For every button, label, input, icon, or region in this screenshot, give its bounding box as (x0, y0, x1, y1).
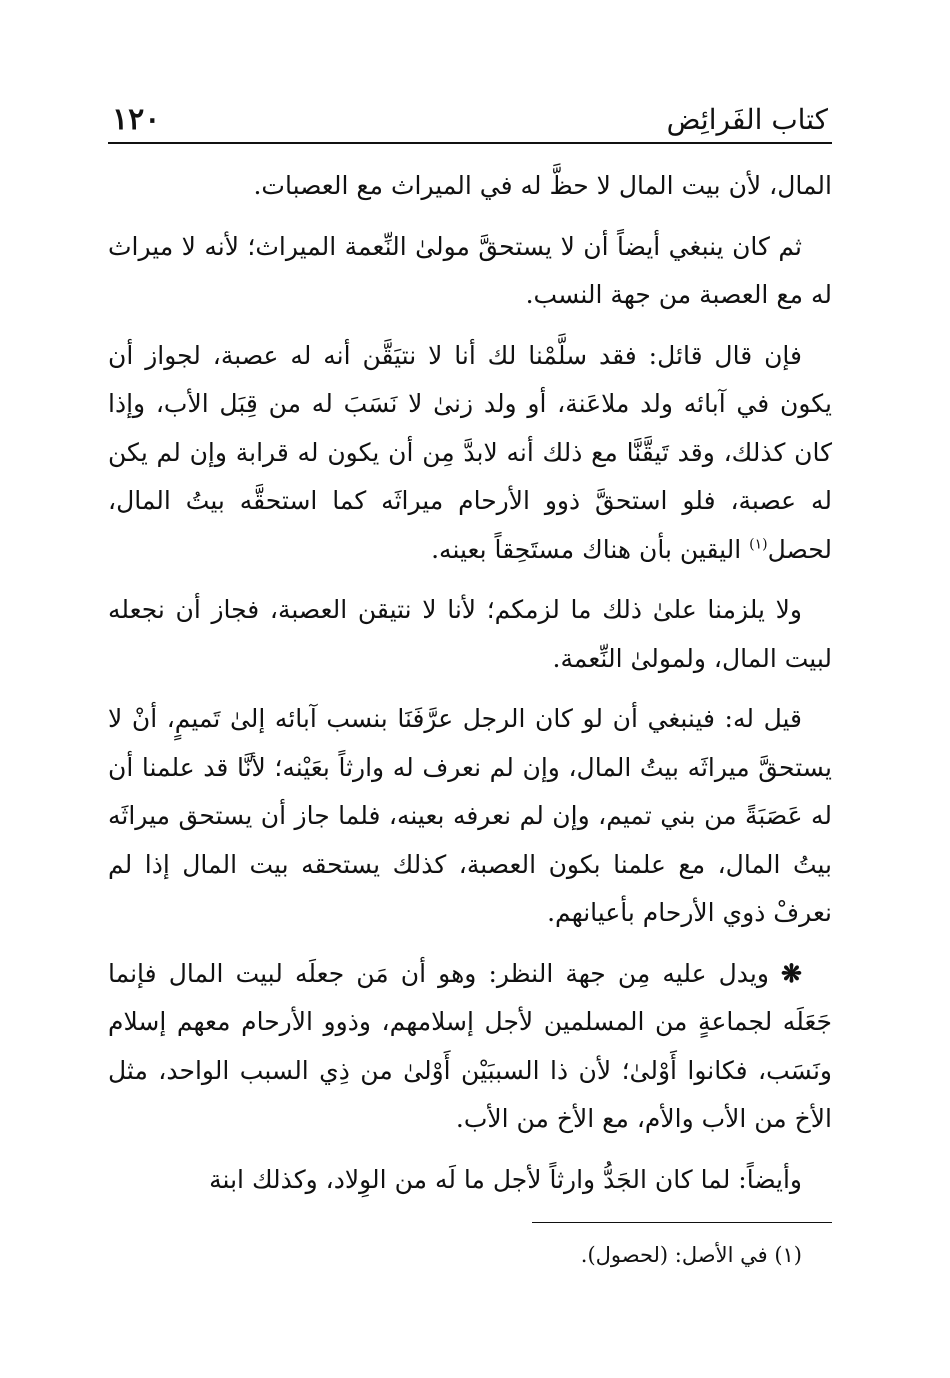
paragraph (108, 1156, 832, 1205)
header-rule (108, 142, 832, 144)
book-page (108, 92, 832, 1273)
paragraph-text: فإن قال قائل: فقد سلَّمْنا لك أنا لا نتيَقَّن أنه له عصبة، لجواز أن يكون في آبائه ولد ملاعَنة، أو ولد زنىٰ لا نَسَبَ له من قِبَل الأب، وإذا كان كذلك، وقد تَيقَّنَّا مع ذلك أنه لابدَّ مِن أن يكون له قرابة وإن لم يكن له عصبة، فلو استحقَّ ذوو الأرحام ميراثَه كما استحقَّه بيتُ المال، لحصل (108, 340, 832, 564)
page-number: ١٢٠ (112, 102, 161, 137)
main-text (108, 162, 832, 1204)
footnotes (108, 1237, 832, 1273)
paragraph (108, 586, 832, 683)
paragraph (108, 332, 832, 575)
paragraph (108, 223, 832, 320)
paragraph (108, 162, 832, 211)
paragraph-text: ثم كان ينبغي أيضاً أن لا يستحقَّ مولىٰ النِّعمة الميراث؛ لأنه لا ميراث له مع العصبة من جهة النسب. (108, 231, 832, 309)
paragraph-text: ولا يلزمنا علىٰ ذلك ما لزمكم؛ لأنا لا نتيقن العصبة، فجاز أن نجعله لبيت المال، ولمولىٰ النِّعمة. (108, 595, 832, 673)
footnote-reference[interactable]: (١) (749, 536, 768, 553)
paragraph (108, 695, 832, 938)
paragraph-text: ويدل عليه مِن جهة النظر: وهو أن مَن جعلَه لبيت المال فإنما جَعَلَه لجماعةٍ من المسلمين لأجل إسلامهم، وذوو الأرحام معهم إسلام ونَسَب، فكانوا أَوْلىٰ؛ لأن ذا السببَيْن أَوْلىٰ من ذِي السبب الواحد، مثل الأخ من الأب والأم، مع الأخ من الأب. (108, 958, 832, 1133)
footnote: (١) في الأصل: (لحصول). (580, 1243, 802, 1267)
footnote-rule (532, 1222, 832, 1223)
paragraph (108, 950, 832, 1144)
paragraph-text: المال، لأن بيت المال لا حظَّ له في الميراث مع العصبات. (253, 171, 832, 200)
paragraph-text: قيل له: فينبغي أن لو كان الرجل عرَّفَنَا بنسب آبائه إلىٰ تَميمٍ، أنْ لا يستحقَّ ميراثَه بيتُ المال، وإن لم نعرف له وارثاً بعَيْنه؛ لأنَّا قد علمنا أن له عَصَبَةً من بني تميم، وإن لم نعرفه بعينه، فلما جاز أن يستحق ميراثَه بيتُ المال، مع علمنا بكون العصبة، كذلك يستحقه بيت المال إذا لم نعرفْ ذوي الأرحام بأعيانهم. (108, 704, 832, 927)
page-header (108, 92, 832, 140)
paragraph-text: وأيضاً: لما كان الجَدُّ وارثاً لأجل ما لَه من الوِلاد، وكذلك ابنة (209, 1164, 802, 1194)
section-star-icon: ❋ (781, 958, 802, 988)
paragraph-text: اليقين بأن هناك مستَحِقاً بعينه. (431, 534, 750, 564)
book-title: كتاب الفَرائِض (666, 103, 828, 136)
